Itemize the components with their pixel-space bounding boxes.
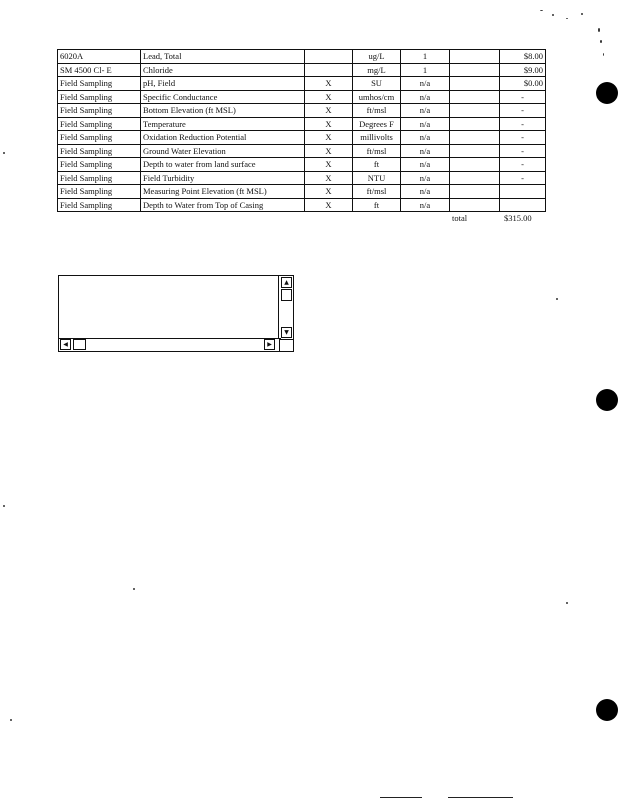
speck	[566, 602, 568, 604]
cell-extra	[450, 144, 500, 158]
cell-analyte: Temperature	[141, 117, 305, 131]
cell-analyte: Depth to water from land surface	[141, 158, 305, 172]
horizontal-scrollbar[interactable]	[59, 338, 281, 351]
cell-field: X	[305, 90, 353, 104]
cell-unit: ug/L	[353, 50, 401, 64]
speck	[540, 10, 543, 11]
scroll-up-button[interactable]	[281, 277, 292, 288]
speck	[566, 18, 568, 19]
speck	[603, 53, 604, 56]
cell-unit: umhos/cm	[353, 90, 401, 104]
cell-analyte: Bottom Elevation (ft MSL)	[141, 104, 305, 118]
cell-field: X	[305, 198, 353, 212]
cell-analyte: Depth to Water from Top of Casing	[141, 198, 305, 212]
speck	[3, 152, 5, 154]
table-row	[58, 90, 546, 104]
cell-unit: SU	[353, 77, 401, 91]
cell-method: 6020A	[58, 50, 141, 64]
cell-extra	[450, 50, 500, 64]
comment-textbox[interactable]	[58, 275, 294, 352]
cell-unit: ft	[353, 198, 401, 212]
cell-qty: 1	[401, 50, 450, 64]
cell-qty: n/a	[401, 104, 450, 118]
cell-analyte: Oxidation Reduction Potential	[141, 131, 305, 145]
table-row	[58, 63, 546, 77]
total-value: $315.00	[504, 213, 532, 223]
speck	[556, 298, 558, 300]
scroll-right-button[interactable]	[264, 339, 275, 350]
cell-price: -	[500, 104, 546, 118]
cell-field: X	[305, 185, 353, 199]
cell-qty: n/a	[401, 171, 450, 185]
cell-field	[305, 50, 353, 64]
cell-method: Field Sampling	[58, 77, 141, 91]
punch-hole-top	[596, 82, 618, 104]
cell-analyte: pH, Field	[141, 77, 305, 91]
cell-method: Field Sampling	[58, 104, 141, 118]
cell-analyte: Specific Conductance	[141, 90, 305, 104]
cell-method: Field Sampling	[58, 171, 141, 185]
cell-unit: mg/L	[353, 63, 401, 77]
table-row	[58, 198, 546, 212]
cell-field: X	[305, 104, 353, 118]
cell-extra	[450, 104, 500, 118]
cell-unit: Degrees F	[353, 117, 401, 131]
scan-line	[380, 797, 422, 798]
triangle-down-icon: ▼	[284, 329, 289, 336]
table-row	[58, 144, 546, 158]
speck	[552, 14, 554, 16]
cell-method: Field Sampling	[58, 117, 141, 131]
speck	[581, 13, 583, 15]
cell-method: Field Sampling	[58, 198, 141, 212]
scroll-down-button[interactable]	[281, 327, 292, 338]
cell-analyte: Field Turbidity	[141, 171, 305, 185]
triangle-up-icon: ▲	[284, 279, 289, 286]
triangle-left-icon: ◀	[63, 341, 68, 348]
cell-method: Field Sampling	[58, 185, 141, 199]
cell-qty: n/a	[401, 131, 450, 145]
cell-qty: n/a	[401, 117, 450, 131]
cell-price: -	[500, 117, 546, 131]
cell-price: -	[500, 90, 546, 104]
cell-price: $8.00	[500, 50, 546, 64]
analytes-table-wrap	[57, 49, 545, 212]
table-row	[58, 158, 546, 172]
cell-qty: n/a	[401, 185, 450, 199]
cell-price: -	[500, 131, 546, 145]
cell-price: -	[500, 158, 546, 172]
cell-price: $9.00	[500, 63, 546, 77]
cell-field: X	[305, 171, 353, 185]
table-row	[58, 117, 546, 131]
horizontal-scroll-thumb[interactable]	[73, 339, 86, 350]
cell-field: X	[305, 144, 353, 158]
cell-qty: 1	[401, 63, 450, 77]
cell-extra	[450, 185, 500, 199]
table-row	[58, 50, 546, 64]
cell-extra	[450, 77, 500, 91]
punch-hole-middle	[596, 389, 618, 411]
cell-unit: ft/msl	[353, 104, 401, 118]
cell-extra	[450, 158, 500, 172]
analytes-table	[57, 49, 546, 212]
vertical-scrollbar[interactable]	[278, 276, 293, 339]
cell-qty: n/a	[401, 198, 450, 212]
cell-method: Field Sampling	[58, 158, 141, 172]
cell-extra	[450, 131, 500, 145]
cell-qty: n/a	[401, 158, 450, 172]
speck	[598, 28, 600, 32]
cell-method: Field Sampling	[58, 90, 141, 104]
cell-price: -	[500, 171, 546, 185]
cell-field: X	[305, 131, 353, 145]
cell-price	[500, 198, 546, 212]
total-label: total	[452, 213, 468, 223]
cell-price: $0.00	[500, 77, 546, 91]
cell-unit: millivolts	[353, 131, 401, 145]
cell-analyte: Measuring Point Elevation (ft MSL)	[141, 185, 305, 199]
cell-method: Field Sampling	[58, 131, 141, 145]
cell-price	[500, 185, 546, 199]
table-row	[58, 185, 546, 199]
cell-field: X	[305, 77, 353, 91]
scroll-left-button[interactable]	[60, 339, 71, 350]
speck	[600, 40, 602, 43]
cell-unit: ft/msl	[353, 185, 401, 199]
cell-analyte: Ground Water Elevation	[141, 144, 305, 158]
speck	[133, 588, 135, 590]
vertical-scroll-thumb[interactable]	[281, 289, 292, 301]
cell-extra	[450, 90, 500, 104]
speck	[3, 505, 5, 507]
triangle-right-icon: ▶	[267, 341, 272, 348]
cell-unit: ft	[353, 158, 401, 172]
cell-field	[305, 63, 353, 77]
cell-extra	[450, 117, 500, 131]
speck	[10, 719, 12, 721]
cell-extra	[450, 171, 500, 185]
cell-qty: n/a	[401, 144, 450, 158]
cell-extra	[450, 63, 500, 77]
cell-field: X	[305, 158, 353, 172]
cell-analyte: Chloride	[141, 63, 305, 77]
punch-hole-bottom	[596, 699, 618, 721]
cell-method: Field Sampling	[58, 144, 141, 158]
cell-unit: NTU	[353, 171, 401, 185]
scan-line	[448, 797, 513, 798]
cell-unit: ft/msl	[353, 144, 401, 158]
cell-qty: n/a	[401, 90, 450, 104]
table-row	[58, 131, 546, 145]
cell-field: X	[305, 117, 353, 131]
cell-qty: n/a	[401, 77, 450, 91]
table-row	[58, 77, 546, 91]
table-row	[58, 104, 546, 118]
cell-price: -	[500, 144, 546, 158]
table-row	[58, 171, 546, 185]
cell-extra	[450, 198, 500, 212]
analytes-table-body	[58, 50, 546, 212]
scrollbar-corner	[279, 339, 293, 351]
cell-analyte: Lead, Total	[141, 50, 305, 64]
cell-method: SM 4500 Cl- E	[58, 63, 141, 77]
